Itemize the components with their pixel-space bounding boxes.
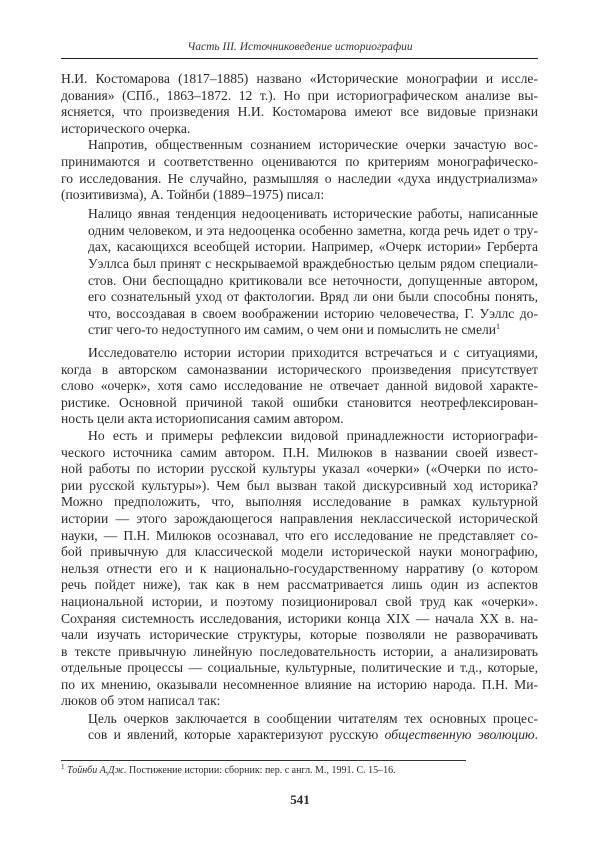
footnote — [61, 765, 396, 776]
text-line: ческого источника самим автором. П.Н. Милюков в названии своей извест- — [61, 444, 538, 460]
text-line: рии русской культуры»). Чем был вызван такой дискурсивный ход историка? — [61, 477, 538, 493]
text-segment: стиг чего-то недоступного им самим, о чем они и помыслить не смели — [88, 322, 497, 338]
text-line: Можно предположить, что, выполняя исследование в рамках культурной — [61, 494, 538, 510]
text-line: Уэллса был принят с нескрываемой враждебностью целым рядом специали- — [88, 256, 538, 272]
text-line: Цель очерков заключается в сообщении читателям тех основных процес- — [88, 710, 538, 726]
text-line: ристике. Основной причиной такой ошибки становится неотрефлексирован- — [61, 394, 538, 410]
footnote-divider — [61, 760, 466, 761]
footnote-number: 1 — [61, 763, 65, 771]
text-line: в тексте привычную линейную последовательность истории, а анализировать — [61, 643, 538, 659]
block-quote — [88, 206, 538, 339]
italic-text: общественную эволюцию — [384, 727, 535, 743]
text-line: ной работы по истории русской культуры указал «очерки» («Очерки по исто- — [61, 461, 538, 477]
paragraph — [61, 71, 538, 137]
text-line: что, воссоздавая в своем воображении историю человечества, Г. Уэллс до- — [88, 305, 538, 321]
text-line: (позитивизма), А. Тойнби (1889–1975) писал: — [61, 187, 325, 203]
footnote-text: Постижение истории: сборник: пер. с англ. М., 1991. С. 15–16. — [126, 765, 396, 776]
text-line: дах, касающихся всеобщей истории. Например, «Очерк истории» Герберта — [88, 239, 538, 255]
text-line: ность цели акта историописания самим автором. — [61, 411, 344, 427]
text-line: Сохраняя системность исследования, историки конца XIX — начала XX в. на- — [61, 610, 538, 626]
paragraph — [61, 137, 538, 203]
text-line: Напротив, общественным сознанием исторические очерки зачастую вос- — [88, 137, 538, 153]
text-line: принимаются и соответственно оцениваются по критериям монографическо- — [61, 153, 538, 169]
header-divider — [61, 58, 538, 59]
text-line: Н.И. Костомарова (1817–1885) названо «Исторические монографии и иссле- — [61, 71, 538, 86]
page-number: 541 — [290, 792, 310, 807]
text-line: ясняется, что произведения Н.И. Костомарова имеют все видовые признаки — [61, 104, 538, 120]
text-line — [88, 727, 538, 744]
text-line: Но есть и примеры рефлексии видовой принадлежности историографи- — [88, 427, 538, 443]
text-line: чали изучать исторические структуры, которые позволяли не разворачивать — [61, 627, 538, 643]
page-body — [61, 71, 538, 744]
text-line: его сознательный уход от фактологии. Вряд ли они были способны понять, — [88, 289, 538, 305]
text-line: отдельные процессы — социальные, культурные, политические и т.д., которые, — [61, 660, 538, 676]
footnote-reference: 1 — [496, 322, 501, 332]
text-line: Налицо явная тенденция недооценивать исторические работы, написанные — [88, 206, 538, 222]
text-line — [88, 322, 538, 339]
text-line: стов. Они беспощадно критиковали все неточности, допущенные автором, — [88, 272, 538, 288]
text-line: слово «очерк», хотя само исследование не отвечает данной видовой характе- — [61, 378, 538, 394]
text-line: когда в авторском самоназвании исторического произведения присутствует — [61, 361, 538, 377]
text-line: люков об этом написал так: — [61, 693, 221, 709]
text-segment: . — [534, 727, 538, 743]
footnote-author: Тойнби А.Дж. — [67, 765, 127, 776]
running-header: Часть III. Источниковедение историографии — [187, 41, 413, 53]
text-line: одним человеком, и эта недооценка особенно заметна, когда речь идет о тру- — [88, 222, 538, 238]
text-line: исторического очерка. — [61, 120, 191, 136]
text-line: го исследования. Не случайно, размышляя о наследии «духа индустриализма» — [61, 170, 538, 186]
text-line: национальной истории, и поэтому позиционировал свой труд как «очерки». — [61, 593, 538, 609]
text-line: нельзя отнести его и к национально-государственному нарративу (о котором — [61, 560, 538, 576]
text-segment: сов и явлений, которые характеризуют русскую — [88, 727, 385, 743]
paragraph — [61, 345, 538, 428]
text-line: науки, — П.Н. Милюков осознавал, что его исследование не представляет со- — [61, 527, 538, 543]
text-line: истории — этого зарождающегося направления неклассической исторической — [61, 510, 538, 526]
block-quote — [88, 711, 538, 744]
text-line: дования» (СПб., 1863–1872. 12 т.). Но при историографическом анализе вы- — [61, 87, 538, 103]
text-line: Исследователю истории истории приходится встречаться и с ситуациями, — [88, 345, 538, 360]
text-line: бой привычную для классической модели исторической науки монографию, — [61, 544, 538, 560]
text-line: речь пойдет ниже), так как в нем рассматривается лишь один из аспектов — [61, 577, 538, 593]
text-line: по их мнению, оказывали несомненное влияние на историю народа. П.Н. Ми- — [61, 676, 538, 692]
paragraph — [61, 428, 538, 710]
